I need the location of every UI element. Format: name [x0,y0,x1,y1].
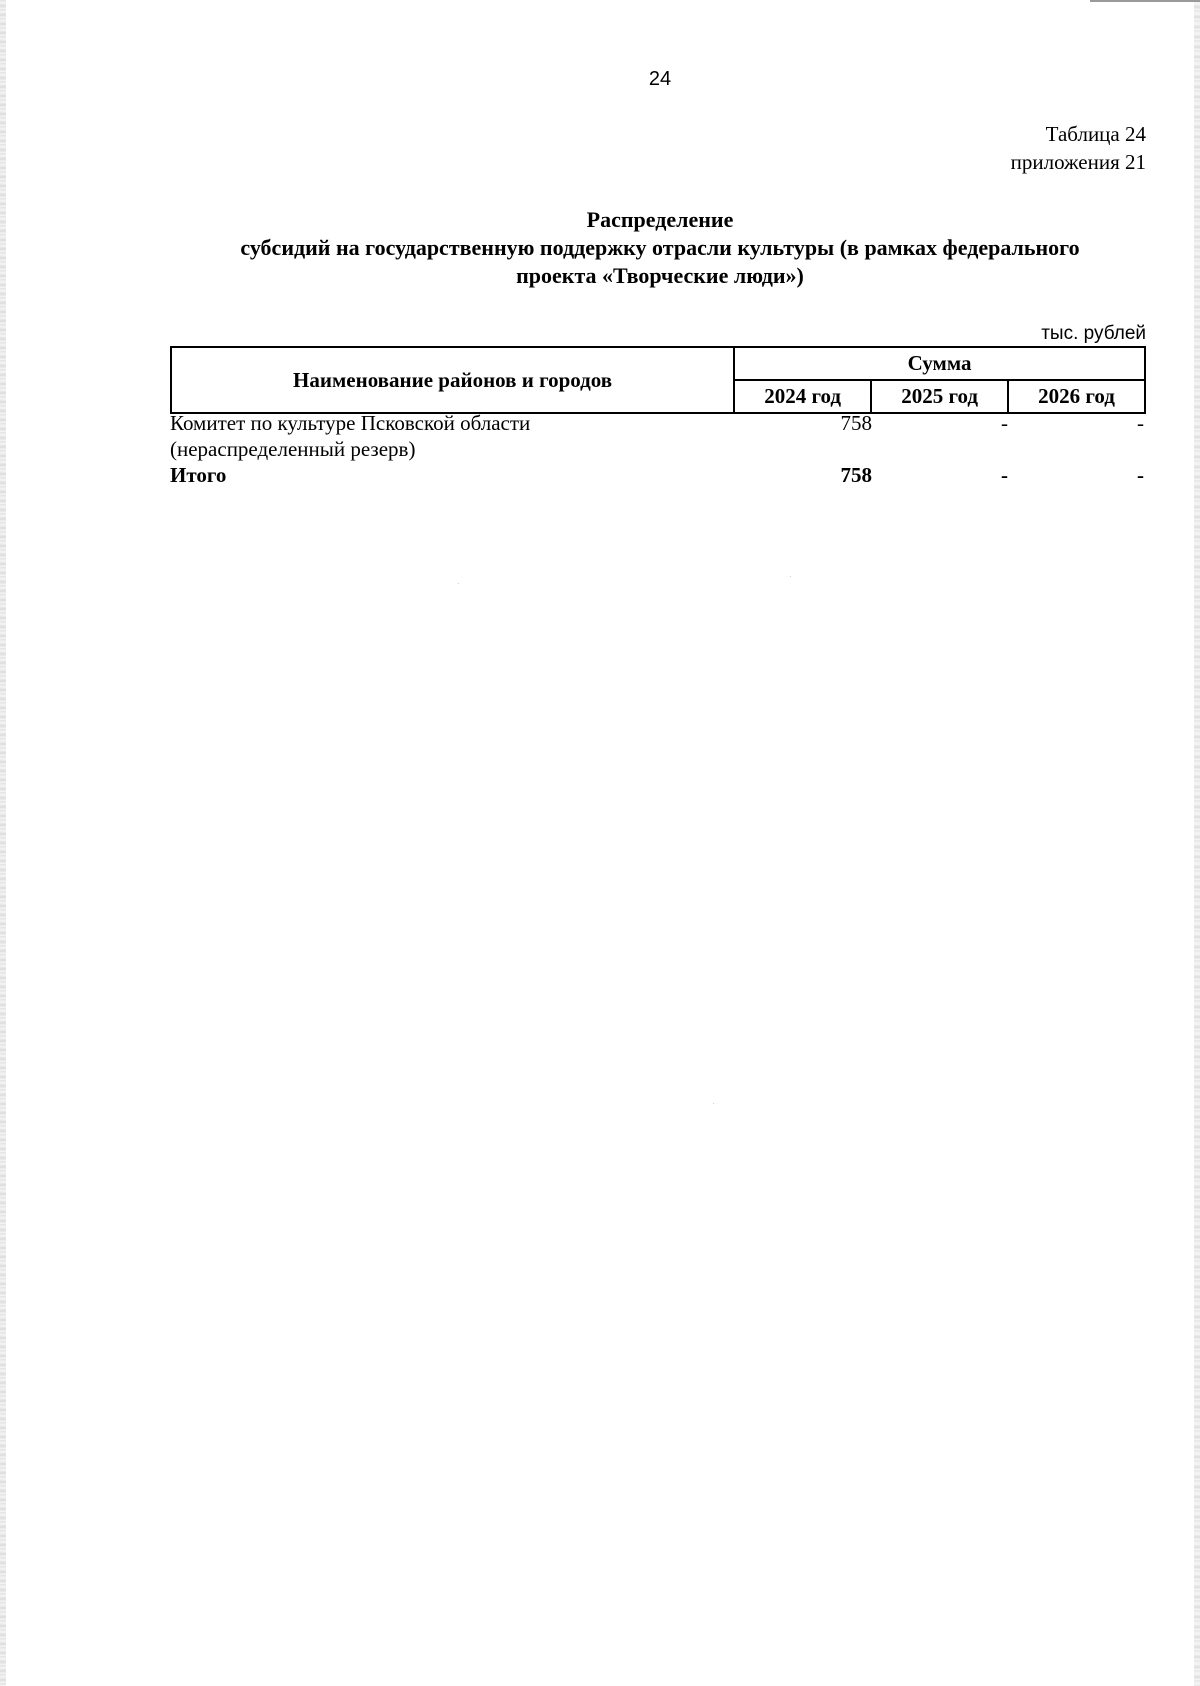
table-reference [1011,120,1146,176]
title-line-3: проекта «Творческие люди») [516,263,804,288]
total-value-2024: 758 [840,463,872,487]
page-number: 24 [648,68,672,90]
scan-edge-top [1090,0,1200,2]
row-name [170,410,730,462]
row-value-2024: 758 [840,411,872,435]
scan-edge-right [1194,0,1200,1686]
table-ref-appendix: приложения 21 [1010,150,1146,174]
total-value-2025: - [1001,463,1008,487]
total-label: Итого [170,463,227,487]
row-name-line-1: Комитет по культуре Псковской области [170,411,531,435]
row-value-2025: - [1001,411,1008,435]
row-value-2026: - [1137,411,1144,435]
total-value-2026: - [1137,463,1144,487]
table-header [170,346,1146,414]
row-name-line-2: (нераспределенный резерв) [170,437,416,461]
table-body [170,410,1146,488]
title-line-2: субсидий на государственную поддержку отрасли культуры (в рамках федерального [240,235,1080,260]
header-year-2025: 2025 год [871,380,1008,413]
scan-edge-left [0,0,6,1686]
header-name-column: Наименование районов и городов [171,347,734,413]
header-year-2024: 2024 год [734,380,871,413]
total-row [170,462,1146,488]
header-year-2026: 2026 год [1008,380,1145,413]
table-row [170,410,1146,462]
units-label: тыс. рублей [1041,323,1146,344]
document-title [170,206,1150,290]
header-sum-column: Сумма [734,347,1145,380]
scan-speck [790,576,791,577]
table-ref-number: Таблица 24 [1045,122,1146,146]
scan-speck [458,583,459,584]
scan-speck [713,1103,714,1104]
title-line-1: Распределение [586,207,734,232]
